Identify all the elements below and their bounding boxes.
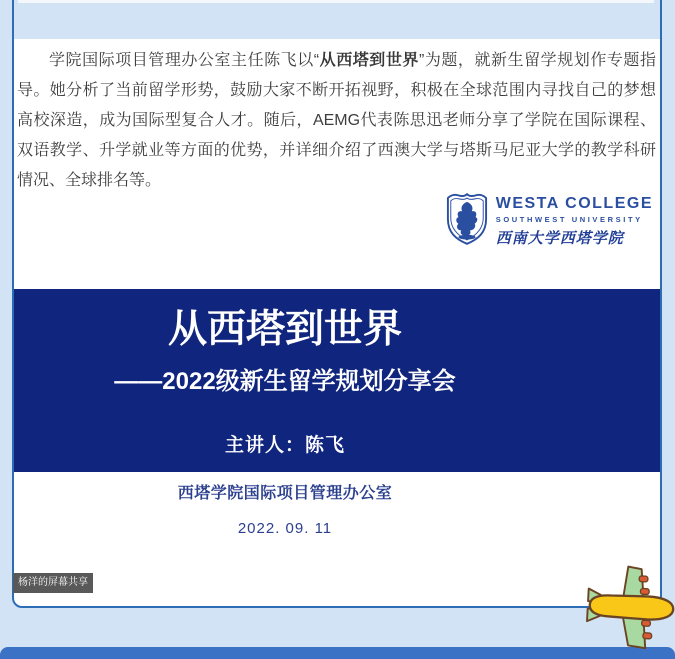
airplane-illustration xyxy=(580,560,675,657)
college-subtitle-en: SOUTHWEST UNIVERSITY xyxy=(495,215,643,224)
college-name-en: WESTA COLLEGE xyxy=(495,195,653,212)
window-top-band xyxy=(14,0,660,39)
slide-subtitle: ——2022级新生留学规划分享会 xyxy=(114,368,456,395)
slide-text-block xyxy=(14,289,556,457)
slide xyxy=(14,289,660,472)
caption-date: 2022. 09. 11 xyxy=(237,520,333,537)
paragraph-text-end: ”为题，就新生留学规划作专题指导。她分析了当前留学形势，鼓励大家不断开拓视野，积极在全球范围内寻找自己的梦想高校深造，成为国际型复合人才。随后，AEMG代表陈思迅老师分享了学院在国际课程、双语教学、升学就业等方面的优势，并详细介绍了西澳大学与塔斯马尼亚大学的教学科研情况、全球排名等。 xyxy=(17,52,656,189)
paragraph-bold-title: 从西塔到世界 xyxy=(319,52,419,69)
slide-speaker: 主讲人：陈飞 xyxy=(224,435,345,456)
college-crest-icon xyxy=(446,192,488,251)
college-logo xyxy=(446,192,653,251)
article-paragraph xyxy=(17,46,656,196)
window-top-highlight xyxy=(18,0,654,3)
screen-share-badge: 杨洋的屏幕共享 xyxy=(13,573,93,593)
college-logo-text xyxy=(496,195,653,248)
background-window-edge xyxy=(0,647,675,659)
college-name-cn: 西南大学西塔学院 xyxy=(495,229,624,247)
screen-share-window xyxy=(12,0,662,608)
slide-title: 从西塔到世界 xyxy=(167,308,402,351)
caption-organization: 西塔学院国际项目管理办公室 xyxy=(177,485,393,502)
slide-caption xyxy=(14,480,556,537)
paragraph-text-start: 学院国际项目管理办公室主任陈飞以“ xyxy=(49,52,320,69)
